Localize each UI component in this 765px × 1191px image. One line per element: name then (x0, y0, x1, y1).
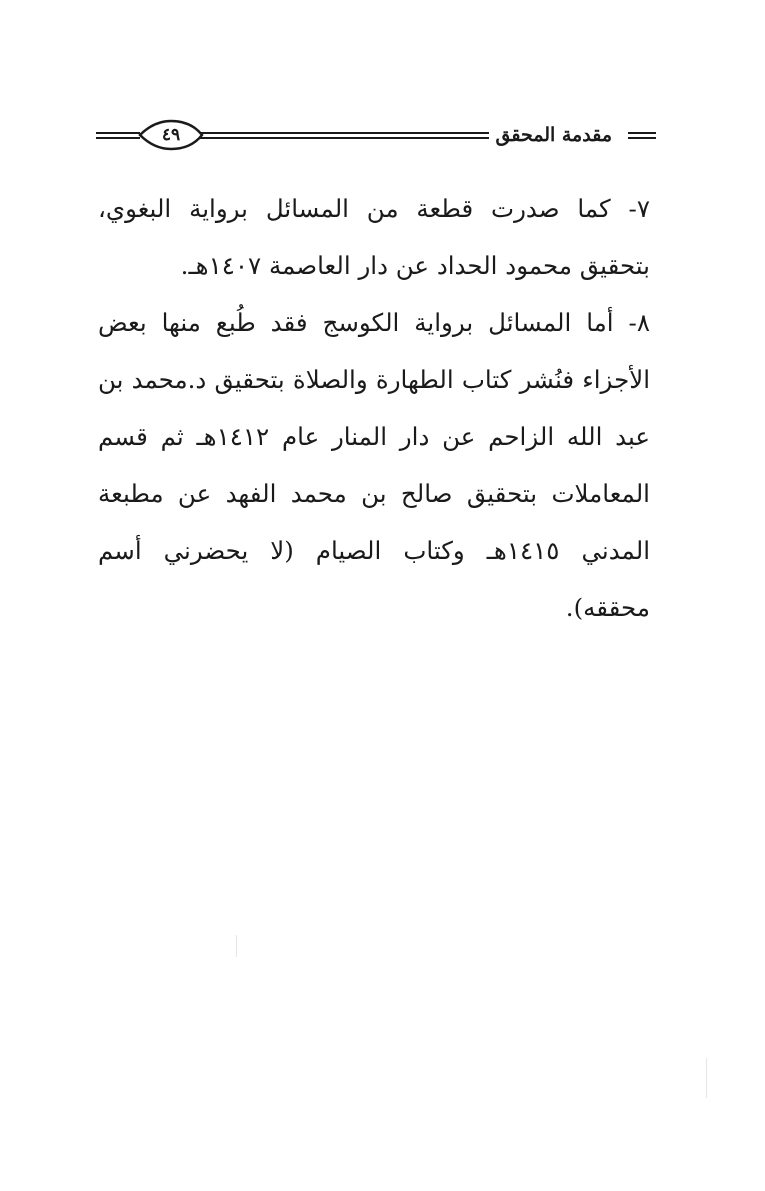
running-header (96, 118, 656, 152)
chapter-title: مقدمة المحقق (489, 124, 618, 146)
page-number: ٤٩ (161, 125, 181, 145)
scan-artifact-line (706, 1058, 707, 1098)
paragraph-7: ٧- كما صدرت قطعة من المسائل برواية البغوي، بتحقيق محمود الحداد عن دار العاصمة ١٤٠٧هـ. (98, 194, 650, 280)
body-text (98, 180, 650, 636)
paragraph-8: ٨- أما المسائل برواية الكوسج فقد طُبع منها بعض الأجزاء فنُشر كتاب الطهارة والصلاة بتحقيق د.محمد بن عبد الله الزاحم عن دار المنار عام ١٤١٢هـ ثم قسم المعاملات بتحقيق صالح بن محمد الفهد عن مطبعة المدني ١٤١٥هـ وكتاب الصيام (لا يحضرني أسم محققه). (98, 308, 651, 622)
scan-artifact-line (236, 935, 237, 957)
